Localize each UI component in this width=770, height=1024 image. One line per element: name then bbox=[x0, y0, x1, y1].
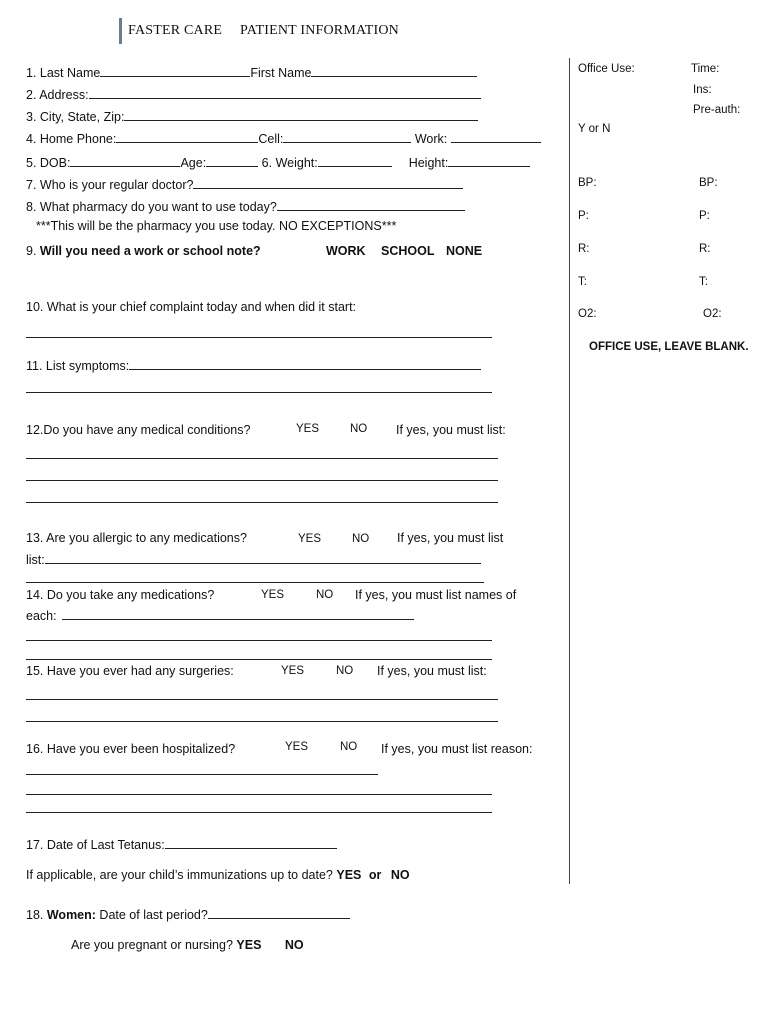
surgeries-yes[interactable]: YES bbox=[281, 665, 305, 677]
last-name-field[interactable] bbox=[100, 64, 250, 77]
women-label: Women: bbox=[46, 908, 96, 922]
q3-row bbox=[26, 108, 478, 124]
hospitalized-instruction: If yes, you must list reason: bbox=[381, 742, 533, 756]
q14-each-row bbox=[26, 607, 414, 623]
immunization-row bbox=[26, 868, 410, 882]
surgeries-line-2[interactable] bbox=[26, 721, 498, 722]
height-label: Height: bbox=[408, 156, 449, 170]
pregnancy-no[interactable]: NO bbox=[284, 938, 304, 952]
office-use-note: OFFICE USE, LEAVE BLANK. bbox=[589, 341, 749, 353]
symptoms-label: 11. List symptoms: bbox=[26, 359, 130, 373]
dob-label: 5. DOB: bbox=[26, 156, 71, 170]
pregnancy-label: Are you pregnant or nursing? bbox=[71, 938, 233, 952]
chief-complaint-label: 10. What is your chief complaint today and when did it start: bbox=[26, 300, 357, 314]
address-label: 2. Address: bbox=[26, 88, 89, 102]
symptoms-line-2[interactable] bbox=[26, 392, 492, 393]
allergy-no[interactable]: NO bbox=[352, 533, 370, 545]
q7-row bbox=[26, 176, 463, 192]
work-phone-field[interactable] bbox=[451, 130, 541, 143]
none-option[interactable]: NONE bbox=[446, 244, 483, 258]
last-period-field[interactable] bbox=[208, 906, 350, 919]
immunization-yes[interactable]: YES bbox=[336, 868, 362, 882]
chief-complaint-line[interactable] bbox=[26, 337, 492, 338]
conditions-yes[interactable]: YES bbox=[296, 423, 320, 435]
medical-conditions-label: 12.Do you have any medical conditions? bbox=[26, 423, 251, 437]
medications-line-2[interactable] bbox=[26, 640, 492, 641]
resp-label-1: R: bbox=[578, 243, 590, 255]
immunization-no[interactable]: NO bbox=[390, 868, 410, 882]
weight-field[interactable] bbox=[318, 154, 392, 167]
home-phone-field[interactable] bbox=[116, 130, 258, 143]
school-option[interactable]: SCHOOL bbox=[381, 244, 435, 258]
bp-label-1: BP: bbox=[578, 177, 597, 189]
medications-each-label: each: bbox=[26, 609, 57, 623]
cell-label: Cell: bbox=[258, 132, 284, 146]
conditions-line-3[interactable] bbox=[26, 502, 498, 503]
age-field[interactable] bbox=[206, 154, 258, 167]
q17-row bbox=[26, 836, 337, 852]
note-question: Will you need a work or school note? bbox=[39, 244, 261, 258]
o2-label-1: O2: bbox=[578, 308, 597, 320]
conditions-no[interactable]: NO bbox=[350, 423, 368, 435]
q11-row bbox=[26, 357, 481, 373]
q9-number: 9. bbox=[26, 244, 40, 258]
tetanus-field[interactable] bbox=[165, 836, 337, 849]
doctor-field[interactable] bbox=[193, 176, 463, 189]
q1-row bbox=[26, 64, 477, 80]
hospitalized-no[interactable]: NO bbox=[340, 741, 358, 753]
medications-each-field[interactable] bbox=[62, 607, 414, 620]
allergy-list-field[interactable] bbox=[45, 551, 481, 564]
q5-row bbox=[26, 154, 530, 170]
work-option[interactable]: WORK bbox=[326, 244, 366, 258]
cell-field[interactable] bbox=[283, 130, 411, 143]
bp-label-2: BP: bbox=[699, 177, 718, 189]
clinic-name: FASTER CARE bbox=[128, 23, 223, 38]
hospitalized-line-1[interactable] bbox=[26, 774, 378, 775]
surgeries-line-1[interactable] bbox=[26, 699, 498, 700]
medications-yes[interactable]: YES bbox=[261, 589, 285, 601]
q8-row bbox=[26, 198, 465, 214]
pregnancy-yes[interactable]: YES bbox=[236, 938, 262, 952]
address-field[interactable] bbox=[89, 86, 481, 99]
home-phone-label: 4. Home Phone: bbox=[26, 132, 117, 146]
surgeries-no[interactable]: NO bbox=[336, 665, 354, 677]
q18-row bbox=[26, 906, 350, 922]
allergy-yes[interactable]: YES bbox=[298, 533, 322, 545]
resp-label-2: R: bbox=[699, 243, 711, 255]
pregnancy-row bbox=[71, 938, 304, 952]
q13-list-row bbox=[26, 551, 481, 567]
weight-label: 6. Weight: bbox=[261, 156, 318, 170]
work-phone-label: Work: bbox=[414, 132, 448, 146]
preauth-label: Pre-auth: bbox=[693, 104, 741, 116]
temp-label-1: T: bbox=[578, 276, 587, 288]
age-label: Age: bbox=[180, 156, 207, 170]
surgeries-label: 15. Have you ever had any surgeries: bbox=[26, 664, 234, 678]
last-name-label: 1. Last Name bbox=[26, 66, 101, 80]
immunization-label: If applicable, are your child’s immunizations up to date? bbox=[26, 868, 333, 882]
hospitalized-line-2[interactable] bbox=[26, 794, 492, 795]
time-label: Time: bbox=[691, 63, 720, 75]
first-name-field[interactable] bbox=[311, 64, 477, 77]
o2-label-2: O2: bbox=[703, 308, 722, 320]
height-field[interactable] bbox=[448, 154, 530, 167]
pulse-label-1: P: bbox=[578, 210, 589, 222]
medications-no[interactable]: NO bbox=[316, 589, 334, 601]
symptoms-field[interactable] bbox=[129, 357, 481, 370]
office-use-divider bbox=[569, 58, 570, 884]
yes-no-label: Y or N bbox=[578, 123, 611, 135]
hospitalized-yes[interactable]: YES bbox=[285, 741, 309, 753]
q18-number: 18. bbox=[26, 908, 47, 922]
dob-field[interactable] bbox=[70, 154, 180, 167]
allergy-label: 13. Are you allergic to any medications? bbox=[26, 531, 247, 545]
temp-label-2: T: bbox=[699, 276, 708, 288]
last-period-label: Date of last period? bbox=[99, 908, 208, 922]
conditions-line-1[interactable] bbox=[26, 458, 498, 459]
q2-row bbox=[26, 86, 481, 102]
pulse-label-2: P: bbox=[699, 210, 710, 222]
pharmacy-label: 8. What pharmacy do you want to use today? bbox=[26, 200, 277, 214]
pharmacy-field[interactable] bbox=[277, 198, 465, 211]
allergy-list-label: list: bbox=[26, 553, 45, 567]
hospitalized-line-3[interactable] bbox=[26, 812, 492, 813]
allergy-instruction: If yes, you must list bbox=[397, 531, 504, 545]
medications-instruction: If yes, you must list names of bbox=[355, 588, 517, 602]
first-name-label: First Name bbox=[250, 66, 312, 80]
q4-row bbox=[26, 130, 541, 146]
city-state-zip-field[interactable] bbox=[124, 108, 478, 121]
pharmacy-note: ***This will be the pharmacy you use today. NO EXCEPTIONS*** bbox=[36, 219, 397, 233]
conditions-instruction: If yes, you must list: bbox=[396, 423, 506, 437]
tetanus-label: 17. Date of Last Tetanus: bbox=[26, 838, 165, 852]
medications-label: 14. Do you take any medications? bbox=[26, 588, 215, 602]
immunization-or: or bbox=[368, 868, 382, 882]
q9-row bbox=[26, 244, 261, 258]
medications-line-3[interactable] bbox=[26, 659, 492, 660]
office-use-label: Office Use: bbox=[578, 63, 635, 75]
hospitalized-label: 16. Have you ever been hospitalized? bbox=[26, 742, 236, 756]
doctor-label: 7. Who is your regular doctor? bbox=[26, 178, 194, 192]
form-title: PATIENT INFORMATION bbox=[240, 23, 399, 38]
conditions-line-2[interactable] bbox=[26, 480, 498, 481]
surgeries-instruction: If yes, you must list: bbox=[377, 664, 487, 678]
city-state-zip-label: 3. City, State, Zip: bbox=[26, 110, 125, 124]
title-accent-bar bbox=[119, 18, 122, 44]
allergy-line-2[interactable] bbox=[26, 582, 484, 583]
insurance-label: Ins: bbox=[693, 84, 712, 96]
